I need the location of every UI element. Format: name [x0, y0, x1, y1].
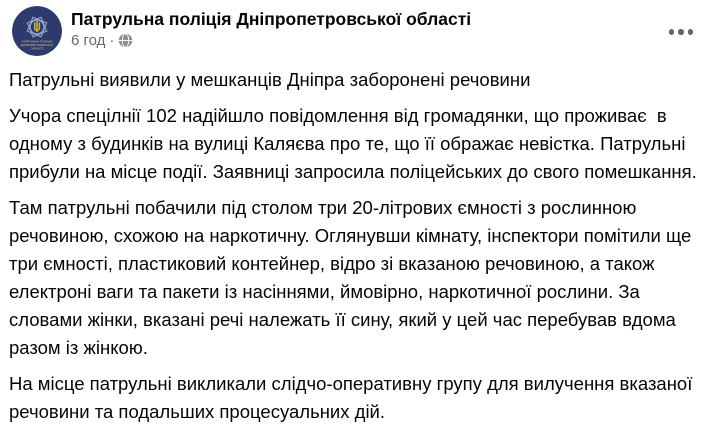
- post-paragraph: Патрульні виявили у мешканців Дніпра заборонені речовини: [9, 69, 531, 90]
- page-name-link[interactable]: Патрульна поліція Дніпропетровської області: [71, 9, 472, 29]
- avatar[interactable]: [12, 6, 62, 56]
- avatar-text-line: ОБЛАСТІ: [30, 46, 44, 51]
- post-paragraph: Учора спецілнії 102 надійшло повідомлення від громадянки, що проживає в одному з будинків на вулиці Каляєва про те, що її ображає невістка. Патрульні прибули на місце події. Заявниці запросила поліцейських до свого помешкання.: [9, 105, 697, 182]
- police-badge-logo: [12, 6, 62, 56]
- globe-icon: [118, 33, 133, 48]
- ellipsis-dot: [688, 29, 694, 35]
- post-meta: [71, 31, 471, 50]
- timestamp[interactable]: 6 год: [71, 32, 106, 49]
- post-body: [0, 56, 725, 426]
- ellipsis-dot: [669, 29, 675, 35]
- header-text: [71, 6, 471, 50]
- avatar-text-line: ПАТРУЛЬНА ПОЛІЦІЯ: [21, 39, 53, 44]
- post-paragraph: На місце патрульні викликали слідчо-оперативну групу для вилучення вказаної речовини та подальших процесуальних дій.: [9, 373, 698, 422]
- post-header: [0, 0, 725, 56]
- ellipsis-dot: [678, 29, 684, 35]
- meta-separator: ·: [109, 32, 115, 49]
- more-options-button[interactable]: [665, 25, 698, 39]
- post-paragraph: Там патрульні побачили під столом три 20-літрових ємності з рослинною речовиною, схожою на наркотичну. Оглянувши кімнату, інспектори помітили ще три ємності, пластиковий контейнер, відро зі вказаною речовиною, а також електроні ваги та пакети із насіннями, ймовірно, наркотичної рослини. За словами жінки, вказані речі належать її сину, який у цей час перебував вдома разом із жінкою.: [9, 197, 697, 358]
- avatar-text-line: ДНІПРОПЕТРОВСЬКОЇ: [20, 43, 54, 47]
